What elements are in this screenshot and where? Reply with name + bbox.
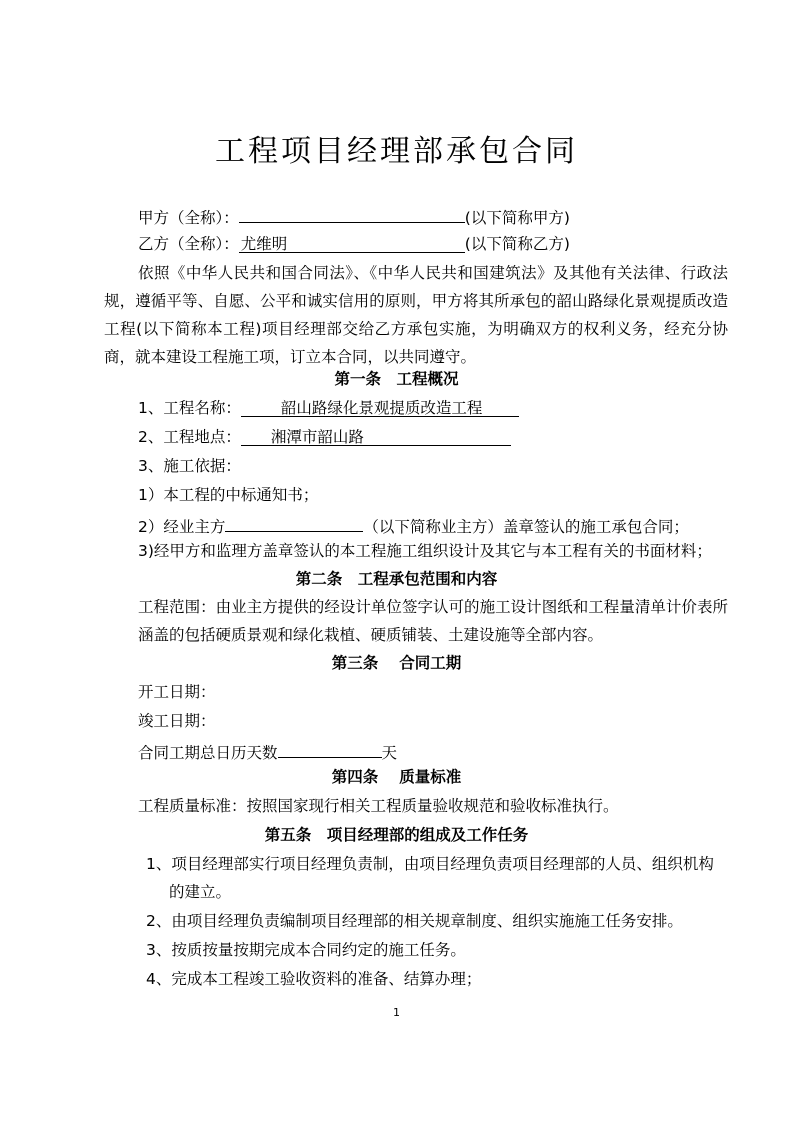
project-name-value: 韶山路绿化景观提质改造工程 xyxy=(280,399,483,417)
party-b-value: 尤维明 xyxy=(240,235,288,253)
basis-item-3: 3)经甲方和监理方盖章签认的本工程施工组织设计及其它与本工程有关的书面材料； xyxy=(138,542,712,560)
task-item-2: 2、由项目经理负责编制项目经理部的相关规章制度、组织实施施工任务安排。 xyxy=(146,912,683,930)
page-number: 1 xyxy=(393,1006,400,1019)
party-a-suffix: (以下简称甲方) xyxy=(464,209,570,227)
party-b-line xyxy=(138,234,570,254)
project-location-blank xyxy=(241,427,511,446)
task-item-1-cont: 的建立。 xyxy=(169,883,232,901)
party-b-blank xyxy=(239,234,465,253)
start-date-line: 开工日期： xyxy=(138,683,216,701)
party-a-label: 甲方（全称）： xyxy=(138,209,239,227)
article5-heading: 第五条 项目经理部的组成及工作任务 xyxy=(264,826,529,844)
article2-heading: 第二条 工程承包范围和内容 xyxy=(295,570,498,588)
basis-label: 3、施工依据： xyxy=(138,457,241,475)
duration-line: 合同工期总日历天数 天 xyxy=(138,739,397,763)
task-item-1: 1、项目经理部实行项目经理负责制，由项目经理负责项目经理部的人员、组织机构 xyxy=(146,855,714,873)
task-item-4: 4、完成本工程竣工验收资料的准备、结算办理； xyxy=(146,970,482,988)
project-location-label: 2、工程地点： xyxy=(138,428,241,446)
task-item-3: 3、按质按量按期完成本合同约定的施工任务。 xyxy=(146,941,466,959)
project-location-value: 湘潭市韶山路 xyxy=(270,428,364,446)
document-title: 工程项目经理部承包合同 xyxy=(215,134,578,169)
duration-blank xyxy=(278,739,382,758)
party-a-line xyxy=(138,204,570,228)
article3-heading: 第三条 合同工期 xyxy=(331,654,462,672)
party-b-label: 乙方（全称）： xyxy=(138,235,239,253)
party-b-suffix: (以下简称乙方) xyxy=(464,235,570,253)
article1-heading: 第一条 工程概况 xyxy=(334,370,459,388)
end-date-line: 竣工日期： xyxy=(138,712,216,730)
project-name-label: 1、工程名称： xyxy=(138,399,241,417)
project-name-line xyxy=(138,398,519,418)
basis-item-2: 2）经业主方 （以下简称业主方）盖章签认的施工承包合同； xyxy=(138,513,689,537)
scope-paragraph: 工程范围：由业主方提供的经设计单位签字认可的施工设计图纸和工程量清单计价表所涵盖的包括硬质景观和绿化栽植、硬质铺装、土建设施等全部内容。 xyxy=(138,598,728,644)
project-name-blank xyxy=(241,398,519,417)
project-location-line xyxy=(138,427,511,447)
quality-standard-line: 工程质量标准：按照国家现行相关工程质量验收规范和验收标准执行。 xyxy=(138,797,619,815)
party-a-blank xyxy=(239,204,465,223)
article4-heading: 第四条 质量标准 xyxy=(331,768,462,786)
intro-paragraph: 依照《中华人民共和国合同法》、《中华人民共和国建筑法》及其他有关法律、行政法规，遵循平等、自愿、公平和诚实信用的原则，甲方将其所承包的韶山路绿化景观提质改造工程(以下简称本工程)项目经理部交给乙方承包实施，为明确双方的权利义务，经充分协商，就本建设工程施工项，订立本合同，以共同遵守。 xyxy=(104,264,728,366)
owner-blank xyxy=(225,513,363,532)
basis-item-1: 1）本工程的中标通知书； xyxy=(138,486,319,504)
